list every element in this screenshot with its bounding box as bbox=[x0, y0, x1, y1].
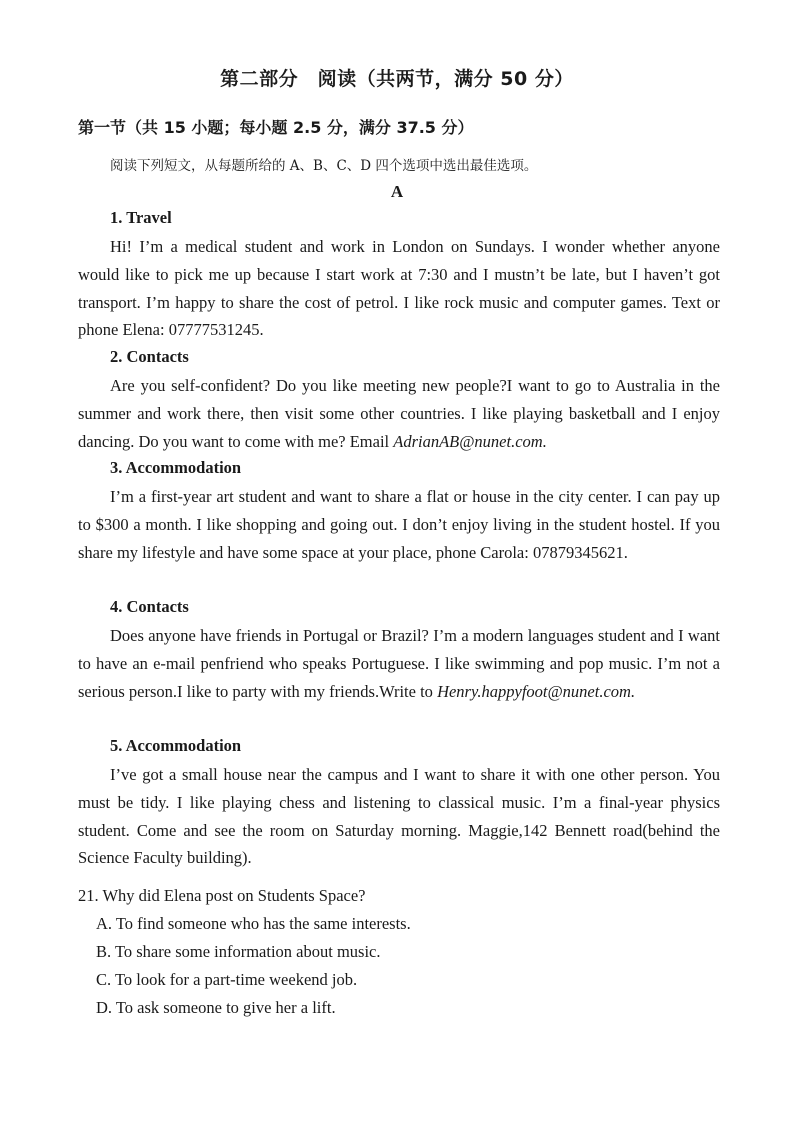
email-address: AdrianAB@nunet.com. bbox=[393, 431, 547, 451]
part-title: 第二部分 阅读（共两节，满分 50 分） bbox=[220, 68, 574, 90]
ad-body: I’m a first-year art student and want to share a flat or house in the city center. I can pay up to $300 a month. I like shopping and going out. I don’t enjoy living in the student hostel. If you share my lifestyle and have some space at your place, phone Carola: 07879345621. bbox=[78, 487, 720, 562]
ad-text bbox=[78, 233, 720, 344]
ad-body: Does anyone have friends in Portugal or Brazil? I’m a modern languages student and I want to have an e-mail penfriend who speaks Portuguese. I like swimming and pop music. I’m not a serious person.I like to party with my friends.Write to bbox=[78, 626, 720, 701]
ad-heading: 4. Contacts bbox=[110, 597, 189, 616]
ad-heading: 1. Travel bbox=[110, 208, 172, 227]
option-b: B. To share some information about music. bbox=[96, 942, 381, 961]
instruction: 阅读下列短文，从每题所给的 A、B、C、D 四个选项中选出最佳选项。 bbox=[110, 158, 538, 174]
option-a: A. To find someone who has the same interests. bbox=[96, 914, 411, 933]
ad-text bbox=[78, 372, 720, 455]
option-c: C. To look for a part-time weekend job. bbox=[96, 970, 358, 989]
ad-text bbox=[78, 761, 720, 872]
ad-text bbox=[78, 622, 720, 705]
ad-heading: 3. Accommodation bbox=[110, 458, 242, 477]
ad-text bbox=[78, 483, 720, 566]
ad-body: Are you self-confident? Do you like meeting new people?I want to go to Australia in the summer and work there, then visit some other countries. I like playing basketball and I enjoy dancing. Do you want to come with me? Email bbox=[78, 376, 720, 451]
passage-label: A bbox=[390, 182, 404, 201]
email-address: Henry.happyfoot@nunet.com. bbox=[437, 681, 636, 701]
ad-heading: 2. Contacts bbox=[110, 347, 189, 366]
question-stem: 21. Why did Elena post on Students Space? bbox=[78, 886, 366, 905]
ad-body: Hi! I’m a medical student and work in London on Sundays. I wonder whether anyone would like to pick me up because I start work at 7:30 and I mustn’t be late, but I haven’t got transport. I’m happy to share the cost of petrol. I like rock music and computer games. Text or phone Elena: 07777531245. bbox=[78, 237, 720, 340]
option-d: D. To ask someone to give her a lift. bbox=[96, 998, 336, 1017]
section-title: 第一节（共 15 小题；每小题 2.5 分，满分 37.5 分） bbox=[78, 118, 474, 137]
ad-heading: 5. Accommodation bbox=[110, 736, 242, 755]
ad-body: I’ve got a small house near the campus and I want to share it with one other person. You must be tidy. I like playing chess and listening to classical music. I’m a final-year physics student. Come and see the room on Saturday morning. Maggie,142 Bennett road(behind the Science Faculty building). bbox=[78, 765, 720, 868]
